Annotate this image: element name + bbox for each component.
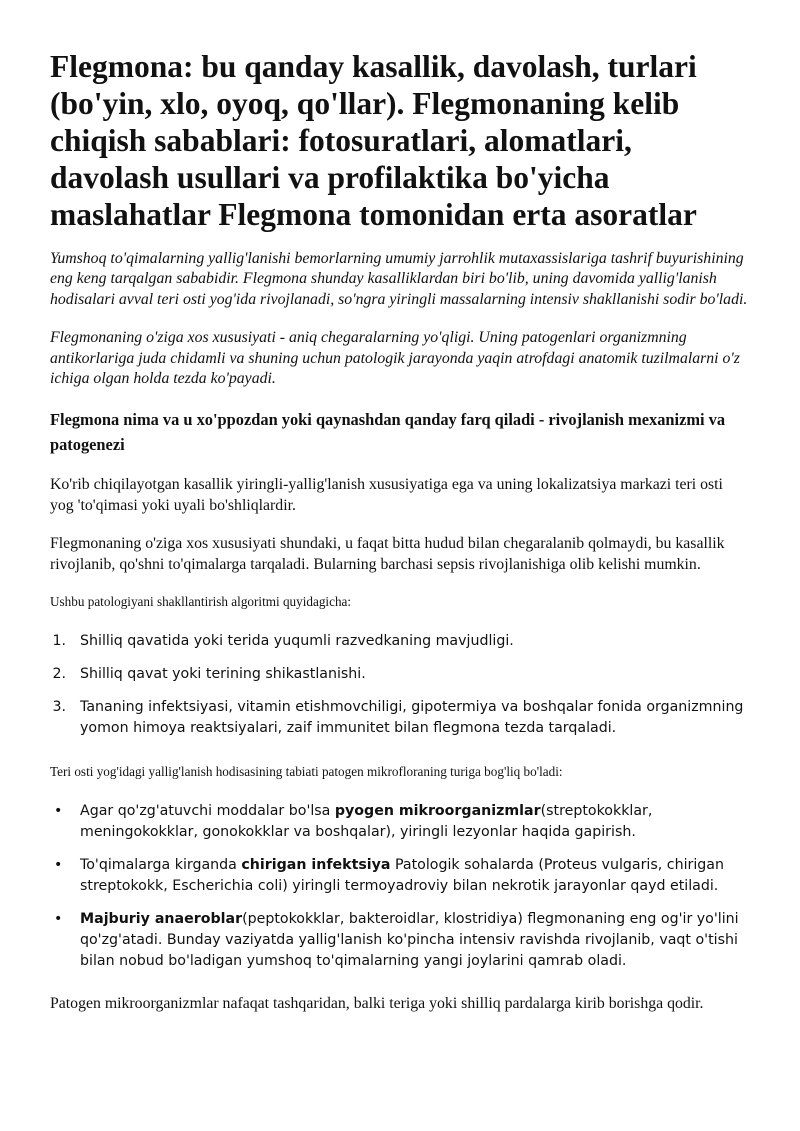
page-title: Flegmona: bu qanday kasallik, davolash, turlari (bo'yin, xlo, oyoq, qo'llar). Flegmonaning kelib chiqish sabablari: fotosuratlari, alomatlari, davolash usullari va profilaktika bo'yicha maslahatlar Flegmona tomonidan erta asoratlar — [50, 49, 697, 232]
list-item-text: Patologik sohalarda (Proteus vulgaris, chirigan streptokokk, Escherichia coli) yiringli termoyadroviy bilan nekrotik jarayonlar qayd etiladi. — [80, 857, 724, 895]
list-item-text: (streptokokklar, meningokokklar, gonokokklar va boshqalar), yiringli lezyonlar haqida gapirish. — [80, 803, 653, 841]
list-item-text: Shilliq qavat yoki terining shikastlanishi. — [80, 666, 366, 683]
body-paragraph: Flegmonaning o'ziga xos xususiyati shundaki, u faqat bitta hudud bilan chegaralanib qolmaydi, bu kasallik rivojlanib, qo'shni to'qimalarga tarqaladi. Bularning barchasi sepsis rivojlanishiga olib kelishi mumkin. — [50, 535, 725, 573]
list-item-bold: pyogen mikroorganizmlar — [334, 803, 541, 820]
list-item — [50, 697, 750, 739]
bullet-icon: • — [54, 911, 63, 928]
lead-paragraph: Yumshoq to'qimalarning yallig'lanishi bemorlarning umumiy jarrohlik mutaxassislariga tashrif buyurishining eng keng tarqalgan sababidir. Flegmona shunday kasalliklardan biri bo'lib, uning davomida yallig'lanish hodisalari avval teri osti yog'ida rivojlanadi, so'ngra yiringli massalarning intensiv shakllanishi sodir bo'ladi. — [50, 250, 748, 308]
list-item — [50, 909, 750, 972]
microflora-intro: Teri osti yog'idagi yallig'lanish hodisasining tabiati patogen mikrofloraning turiga bog'liq bo'ladi: — [50, 764, 563, 780]
list-number: 3. — [52, 699, 66, 716]
list-item-text: Shilliq qavatida yoki terida yuqumli razvedkaning mavjudligi. — [80, 633, 514, 650]
body-paragraph: Ko'rib chiqilayotgan kasallik yiringli-yallig'lanish xususiyatiga ega va uning lokalizatsiya markazi teri osti yog 'to'qimasi yoki uyali bo'shliqlardir. — [50, 476, 723, 514]
closing-paragraph: Patogen mikroorganizmlar nafaqat tashqaridan, balki teriga yoki shilliq pardalarga kirib borishga qodir. — [50, 995, 704, 1013]
lead-paragraph: Flegmonaning o'ziga xos xususiyati - aniq chegaralarning yo'qligi. Uning patogenlari organizmning antikorlariga juda chidamli va shuning uchun patologik jarayonda yaqin atrofdagi anatomik tuzilmalarni o'z ichiga olgan holda tezda ko'payadi. — [50, 329, 740, 388]
list-item — [50, 631, 750, 652]
list-item — [50, 855, 750, 897]
list-item-text: Agar qo'zg'atuvchi moddalar bo'lsa — [80, 803, 335, 820]
list-item-text: To'qimalarga kirganda — [80, 857, 242, 874]
algorithm-intro: Ushbu patologiyani shakllantirish algoritmi quyidagicha: — [50, 594, 352, 610]
list-item-bold: chirigan infektsiya — [241, 857, 391, 874]
list-item-bold: Majburiy anaeroblar — [80, 911, 243, 928]
list-item-text: Tananing infektsiyasi, vitamin etishmovchiligi, gipotermiya va boshqalar fonida organizmning yomon himoya reaktsiyalari, zaif immunitet bilan flegmona tezda tarqaladi. — [80, 699, 744, 737]
microflora-list — [50, 801, 750, 972]
steps-list — [50, 631, 750, 739]
section-heading: Flegmona nima va u xo'ppozdan yoki qaynashdan qanday farq qiladi - rivojlanish mexanizmi va patogenezi — [50, 410, 726, 455]
list-item — [50, 664, 750, 685]
bullet-icon: • — [54, 857, 63, 874]
bullet-icon: • — [54, 803, 63, 820]
list-number: 2. — [52, 666, 66, 683]
list-number: 1. — [52, 633, 66, 650]
list-item — [50, 801, 750, 843]
list-item-text: (peptokokklar, bakteroidlar, klostridiya) flegmonaning eng og'ir yo'lini qo'zg'atadi. Bunday vaziyatda yallig'lanish ko'pincha intensiv ravishda rivojlanib, vaqt o'tishi bilan nobud bo'ladigan yumshoq to'qimalarning yangi joylarini qamrab oladi. — [80, 911, 739, 970]
